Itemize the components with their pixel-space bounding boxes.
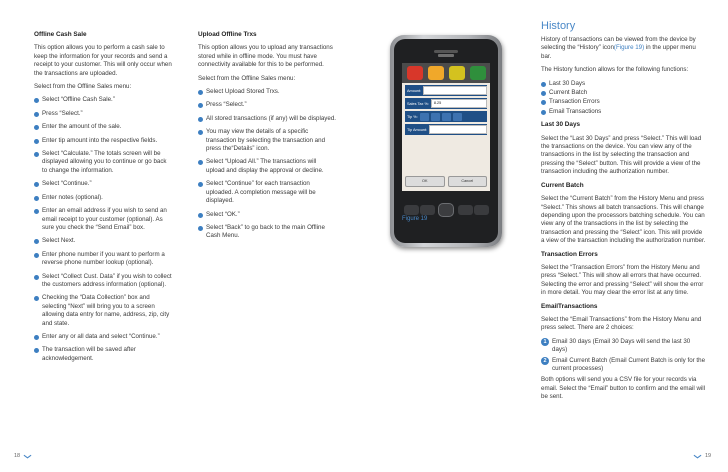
ok-button: OK xyxy=(405,176,445,187)
middle-column xyxy=(198,31,336,246)
bullet-icon xyxy=(34,182,39,187)
page-number-right: 19 xyxy=(693,453,711,459)
history-icon xyxy=(470,66,486,80)
bullet-icon xyxy=(34,125,39,130)
list-item: Select “Upload All.” The transactions will upload and display the approval or decline. xyxy=(198,158,336,175)
section-body: Select the “Last 30 Days” and press “Select.” This will load the transactions on the device. You can view any of the transactions in the list by selecting the transaction and pressing the “Select” button. This will provide a view of the transaction including the authorization number. xyxy=(541,134,702,176)
tip-button xyxy=(431,113,440,121)
bullet-icon xyxy=(34,196,39,201)
list-item: Enter notes (optional). xyxy=(34,194,172,202)
list-item: Enter any or all data and select “Continue.” xyxy=(34,333,172,341)
list-item: You may view the details of a specific transaction by selecting the transaction and press the“Details” icon. xyxy=(198,128,336,153)
section-title: Offline Cash Sale xyxy=(34,31,87,38)
tip-button xyxy=(453,113,462,121)
list-item: Enter tip amount into the respective fields. xyxy=(34,137,172,145)
left-column xyxy=(34,31,172,368)
trackpad xyxy=(438,203,454,217)
section-title: Last 30 Days xyxy=(541,121,581,129)
list-item: Enter phone number if you want to perform a reverse phone number lookup (optional). xyxy=(34,251,172,268)
brand-mark xyxy=(438,54,454,57)
screen-buttons xyxy=(405,176,487,187)
list-item: Press “Select.” xyxy=(198,101,336,109)
bullet-icon xyxy=(541,91,546,96)
list-item: Checking the “Data Collection” box and selecting “Next” will bring you to a screen allowing data entry for name, address, zip, city and state. xyxy=(34,294,172,328)
section-title: Transaction Errors xyxy=(541,250,598,258)
tip-button xyxy=(442,113,451,121)
bullet-icon xyxy=(541,100,546,105)
list-item: The transaction will be saved after acknowledgement. xyxy=(34,346,172,363)
tax-row: Sales Tax %: 8.25 xyxy=(405,98,487,109)
list-item: Select “Calculate.” The totals screen will be displayed allowing you to continue or go back to change the information. xyxy=(34,150,172,175)
bullet-icon xyxy=(34,112,39,117)
list-item: Current Batch xyxy=(541,89,707,97)
bullet-icon xyxy=(198,213,203,218)
search-key xyxy=(474,205,489,215)
list-item: Select “OK.” xyxy=(198,211,336,219)
bullet-icon xyxy=(34,239,39,244)
functions-intro: The History function allows for the following functions: xyxy=(541,66,689,74)
bullet-icon xyxy=(541,110,546,115)
section-body: Select the “Email Transactions” from the History Menu and press select. There are 2 choices: xyxy=(541,315,702,332)
tip-button xyxy=(420,113,429,121)
tip-amount-field xyxy=(429,125,487,134)
bullet-icon xyxy=(34,98,39,103)
menu-intro: Select from the Offline Sales menu: xyxy=(198,74,296,82)
home-key xyxy=(404,205,419,215)
app-icon xyxy=(428,66,444,80)
bullet-icon xyxy=(34,348,39,353)
list-item: Select Upload Stored Trxs. xyxy=(198,88,336,96)
bullet-icon xyxy=(198,226,203,231)
page-number-left: 18 xyxy=(14,453,32,459)
section-title: Upload Offline Trxs xyxy=(198,31,257,38)
list-item: Enter an email address if you wish to send an email receipt to your customer (optional). As sure you check the “Send Email” box. xyxy=(34,207,172,232)
app-icon xyxy=(449,66,465,80)
history-title: History xyxy=(541,20,576,32)
tip-row: Tip %: xyxy=(405,111,487,122)
numbered-item: 1 Email 30 days (Email 30 Days will send the last 30 days) xyxy=(541,338,707,355)
list-item: Select “Collect Cust. Data” if you wish to collect the customers address information (optional). xyxy=(34,273,172,290)
section-title: Current Batch xyxy=(541,181,584,189)
number-1-icon: 1 xyxy=(541,338,549,346)
list-item: Last 30 Days xyxy=(541,80,707,88)
speaker-grille xyxy=(434,50,458,53)
bullet-icon xyxy=(541,82,546,87)
section-intro: This option allows you to upload any transactions stored while in offline mode. You must have connectivity available for this to be performed. xyxy=(198,44,333,69)
closing-text: Both options will send you a CSV file for your records via email. Select the “Email” button to confirm and the email will be sent. xyxy=(541,376,706,401)
tip-amount-row: Tip Amount: xyxy=(405,124,487,135)
bullet-icon xyxy=(34,152,39,157)
list-item: All stored transactions (if any) will be displayed. xyxy=(198,115,336,123)
list-item: Select “Offline Cash Sale.” xyxy=(34,96,172,104)
list-item: Enter the amount of the sale. xyxy=(34,123,172,131)
numbered-item: 2 Email Current Batch (Email Current Batch is only for the current processes) xyxy=(541,357,707,374)
bullet-icon xyxy=(198,103,203,108)
cancel-button: Cancel xyxy=(448,176,488,187)
figure-reference: (Figure 19) xyxy=(613,44,645,52)
bullet-icon xyxy=(34,209,39,214)
screen-menu-bar xyxy=(402,63,490,83)
back-key xyxy=(458,205,473,215)
list-item: Email Transactions xyxy=(541,108,707,116)
chevron-down-icon xyxy=(693,454,702,459)
list-item: Select “Continue” for each transaction uploaded. A completion message will be displayed. xyxy=(198,180,336,205)
list-item: Select Next. xyxy=(34,237,172,245)
history-intro: History of transactions can be viewed from the device by selecting the “History” icon(Figure 19) in the upper menu bar. xyxy=(541,36,696,60)
list-item: Select “Continue.” xyxy=(34,180,172,188)
list-item: Transaction Errors xyxy=(541,98,707,106)
phone-screen xyxy=(402,63,490,191)
bullet-icon xyxy=(198,90,203,95)
menu-intro: Select from the Offline Sales menu: xyxy=(34,83,132,91)
section-intro: This option allows you to perform a cash sale to keep the information for your records and send a receipt to your customer. This will only occur when the transactions are uploaded. xyxy=(34,44,172,77)
bullet-icon xyxy=(198,182,203,187)
phone-body xyxy=(394,39,498,243)
section-title: EmailTransactions xyxy=(541,302,598,310)
right-column xyxy=(541,20,707,407)
list-item: Press “Select.” xyxy=(34,110,172,118)
menu-key xyxy=(420,205,435,215)
amount-field xyxy=(423,86,487,95)
figure-caption: Figure 19 xyxy=(402,216,428,222)
amount-row: Amount: xyxy=(405,85,487,96)
bullet-icon xyxy=(34,296,39,301)
bullet-icon xyxy=(198,130,203,135)
app-icon xyxy=(407,66,423,80)
bullet-icon xyxy=(34,275,39,280)
bullet-icon xyxy=(34,139,39,144)
section-body: Select the “Transaction Errors” from the History Menu and press “Select.” This will show all errors that have occurred. Selecting the error and pressing “Select” will show the error in more detail. You may clear the error list at any time. xyxy=(541,263,704,297)
bullet-icon xyxy=(198,160,203,165)
tax-field: 8.25 xyxy=(431,99,487,108)
bullet-icon xyxy=(34,253,39,258)
bullet-icon xyxy=(198,117,203,122)
chevron-down-icon xyxy=(23,454,32,459)
section-body: Select the “Current Batch” from the History Menu and press “Select.” This shows all batch transactions. This will change depending upon the processors batching schedule. You can view any of the transactions in the list by selecting the transaction and pressing the “Select” icon. This will provide a view of the transaction including the authorization number. xyxy=(541,195,706,245)
list-item: Select “Back” to go back to the main Offline Cash Menu. xyxy=(198,224,336,241)
number-2-icon: 2 xyxy=(541,357,549,365)
bullet-icon xyxy=(34,335,39,340)
